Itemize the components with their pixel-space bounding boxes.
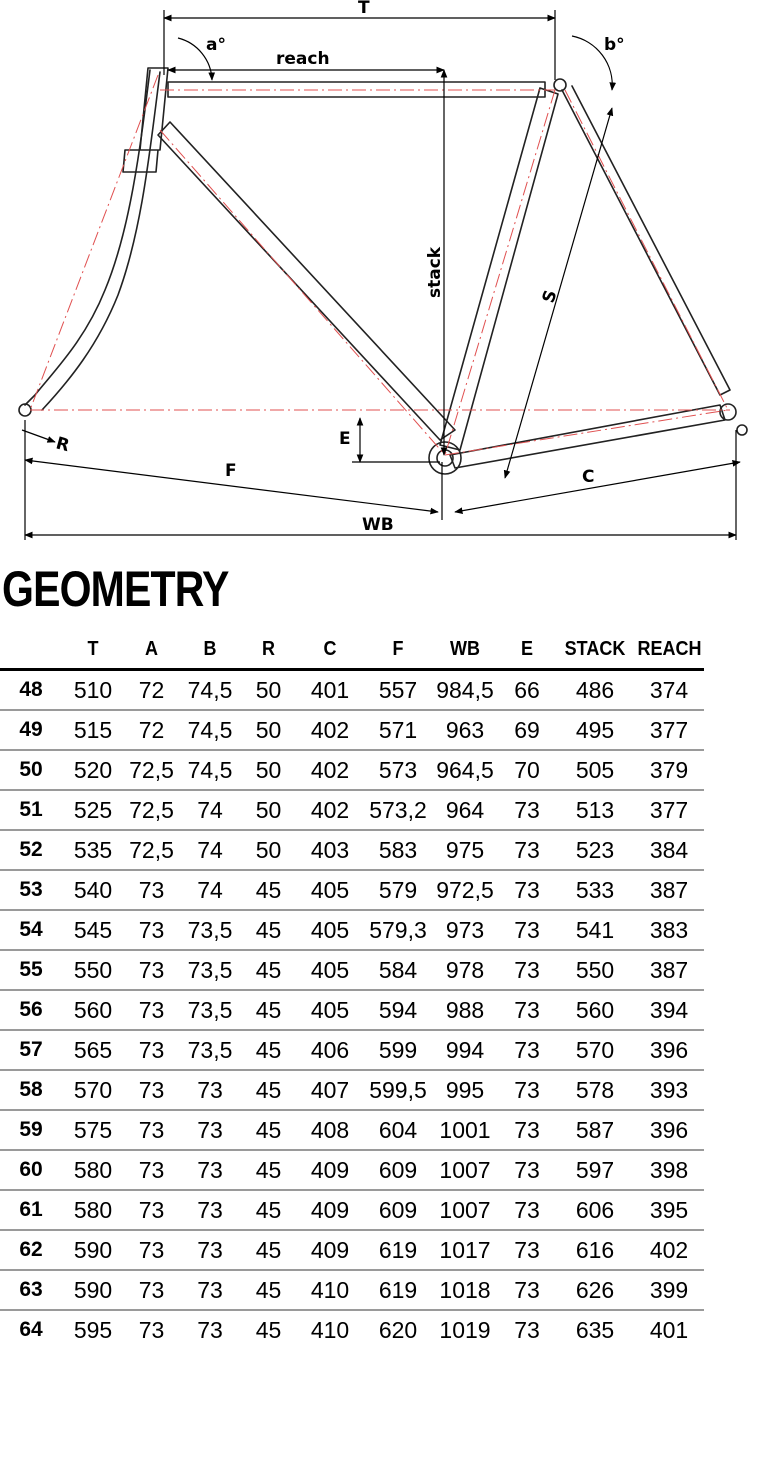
table-cell: 560 [556,990,634,1030]
table-cell: 393 [634,1070,704,1110]
table-cell: 394 [634,990,704,1030]
table-cell: 401 [296,670,364,711]
table-cell: 550 [556,950,634,990]
table-cell: 45 [241,1030,296,1070]
column-header: A [127,630,177,670]
table-cell: 374 [634,670,704,711]
seat-tube [440,88,558,450]
chain-stays [450,405,725,468]
frame-size-cell: 58 [0,1070,62,1110]
table-cell: 72,5 [124,790,179,830]
column-header: F [367,630,428,670]
table-cell: 396 [634,1030,704,1070]
table-cell: 45 [241,1190,296,1230]
frame-size-cell: 59 [0,1110,62,1150]
table-cell: 409 [296,1150,364,1190]
page-title: GEOMETRY [2,561,229,617]
table-cell: 580 [62,1190,124,1230]
table-cell: 73 [514,1316,540,1343]
table-row [0,870,704,910]
table-cell: 402 [634,1230,704,1270]
table-cell: 1001 [432,1110,498,1150]
table-cell: 73 [498,910,556,950]
table-header-row [0,630,704,670]
table-cell: 73 [498,1230,556,1270]
frame-size-cell: 50 [0,750,62,790]
table-cell: 73 [124,950,179,990]
seat-clamp [554,79,566,91]
table-row [0,1070,704,1110]
table-cell: 620 [378,1316,418,1343]
table-cell: 45 [241,1230,296,1270]
column-header: R [244,630,294,670]
table-cell: 609 [364,1190,432,1230]
column-header [3,630,59,670]
table-cell: 73 [179,1110,241,1150]
table-cell: 402 [296,750,364,790]
frame-size-cell: 56 [0,990,62,1030]
table-row [0,1110,704,1150]
table-cell: 973 [432,910,498,950]
table-cell: 73,5 [179,990,241,1030]
label-R: R [53,433,72,457]
table-cell: 45 [241,1150,296,1190]
table-cell: 565 [62,1030,124,1070]
table-cell: 410 [310,1316,350,1343]
table-cell: 73,5 [179,1030,241,1070]
table-cell: 73 [498,1070,556,1110]
table-cell: 74 [179,830,241,870]
table-cell: 405 [296,870,364,910]
table-cell: 69 [498,710,556,750]
table-cell: 540 [62,870,124,910]
table-cell: 73 [179,1190,241,1230]
table-cell: 73 [498,870,556,910]
table-cell: 978 [432,950,498,990]
table-cell: 573 [364,750,432,790]
table-cell: 583 [364,830,432,870]
table-row [0,1030,704,1070]
table-cell: 45 [241,910,296,950]
table-cell: 570 [62,1070,124,1110]
table-cell: 74,5 [179,710,241,750]
table-cell: 50 [241,710,296,750]
table-cell: 405 [296,990,364,1030]
table-cell: 579 [364,870,432,910]
table-row [0,830,704,870]
derailleur-hanger [737,425,747,435]
table-cell: 616 [556,1230,634,1270]
table-cell: 50 [241,830,296,870]
table-row [0,710,704,750]
table-cell: 964 [432,790,498,830]
table-cell: 73 [124,1270,179,1310]
table-cell: 73 [138,1316,165,1343]
table-cell: 72 [124,710,179,750]
table-cell: 590 [62,1270,124,1310]
table-cell: 984,5 [432,670,498,711]
table-cell: 72,5 [124,750,179,790]
frame-size-cell: 60 [0,1150,62,1190]
table-row [0,1190,704,1230]
table-cell: 525 [62,790,124,830]
down-tube [158,122,455,440]
frame-size-cell: 61 [0,1190,62,1230]
table-cell: 73 [124,870,179,910]
table-cell: 45 [241,950,296,990]
table-cell: 402 [296,790,364,830]
table-cell: 409 [296,1190,364,1230]
table-cell: 1018 [432,1270,498,1310]
table-cell: 73 [197,1316,223,1343]
table-cell: 73 [498,1110,556,1150]
table-cell: 45 [241,870,296,910]
table-cell: 73 [498,1030,556,1070]
table-cell: 73 [498,990,556,1030]
table-cell: 557 [364,670,432,711]
table-cell: 599,5 [364,1070,432,1110]
seat-stays [562,86,730,395]
table-cell: 398 [634,1150,704,1190]
table-cell: 1019 [439,1316,491,1343]
table-cell: 73 [498,1150,556,1190]
table-cell: 377 [634,710,704,750]
label-stack: stack [425,246,445,298]
front-dropout [19,404,31,416]
table-cell: 402 [296,710,364,750]
table-cell: 495 [556,710,634,750]
table-cell: 580 [62,1150,124,1190]
table-cell: 45 [241,1110,296,1150]
column-header: B [182,630,238,670]
table-cell: 515 [62,710,124,750]
table-cell: 486 [556,670,634,711]
table-cell: 384 [634,830,704,870]
label-S: S [538,287,562,306]
table-cell: 73 [498,950,556,990]
table-cell: 45 [255,1316,282,1343]
table-cell: 584 [364,950,432,990]
table-cell: 1007 [432,1190,498,1230]
table-row [0,1310,704,1349]
label-b-angle: b° [604,35,625,55]
table-cell: 399 [634,1270,704,1310]
table-cell: 575 [62,1110,124,1150]
table-cell: 513 [556,790,634,830]
table-cell: 560 [62,990,124,1030]
table-cell: 523 [556,830,634,870]
table-cell: 72 [124,670,179,711]
table-cell: 73,5 [179,950,241,990]
table-row [0,750,704,790]
table-cell: 604 [364,1110,432,1150]
table-cell: 73 [179,1230,241,1270]
table-row [0,670,704,711]
frame-size-cell: 51 [0,790,62,830]
frame-size-cell: 57 [0,1030,62,1070]
table-cell: 407 [296,1070,364,1110]
table-cell: 45 [241,990,296,1030]
table-cell: 73 [124,1230,179,1270]
table-cell: 70 [498,750,556,790]
table-cell: 45 [241,1270,296,1310]
centerlines [30,75,730,455]
table-cell: 587 [556,1110,634,1150]
table-cell: 609 [364,1150,432,1190]
table-cell: 408 [296,1110,364,1150]
table-cell: 520 [62,750,124,790]
table-row [0,1230,704,1270]
table-cell: 73 [124,990,179,1030]
bike-frame [19,68,747,474]
column-header: C [299,630,360,670]
table-cell: 597 [556,1150,634,1190]
table-cell: 74,5 [179,670,241,711]
table-cell: 533 [556,870,634,910]
table-row [0,790,704,830]
table-cell: 590 [62,1230,124,1270]
frame-size-cell: 55 [0,950,62,990]
geometry-table [0,630,704,1349]
column-header: T [65,630,121,670]
frame-size-cell: 53 [0,870,62,910]
table-cell: 387 [634,870,704,910]
table-cell: 972,5 [432,870,498,910]
table-cell: 571 [364,710,432,750]
table-cell: 74,5 [179,750,241,790]
table-cell: 66 [498,670,556,711]
table-cell: 541 [556,910,634,950]
table-cell: 594 [364,990,432,1030]
table-cell: 994 [432,1030,498,1070]
table-cell: 73 [124,1070,179,1110]
table-cell: 383 [634,910,704,950]
table-cell: 535 [62,830,124,870]
label-T: T [358,0,370,18]
frame-size-cell: 49 [0,710,62,750]
table-cell: 595 [73,1316,113,1343]
table-cell: 73 [124,1190,179,1230]
table-cell: 379 [634,750,704,790]
table-cell: 975 [432,830,498,870]
table-cell: 73 [124,910,179,950]
table-cell: 964,5 [432,750,498,790]
table-cell: 619 [364,1270,432,1310]
table-row [0,1150,704,1190]
table-cell: 73 [498,830,556,870]
table-cell: 396 [634,1110,704,1150]
table-cell: 606 [556,1190,634,1230]
table-cell: 73 [179,1150,241,1190]
head-tube [123,68,168,172]
table-cell: 988 [432,990,498,1030]
table-cell: 550 [62,950,124,990]
column-header: STACK [560,630,630,670]
table-cell: 405 [296,950,364,990]
label-a-angle: a° [206,35,226,55]
table-row [0,990,704,1030]
table-cell: 626 [556,1270,634,1310]
label-F: F [225,461,237,481]
column-header: WB [435,630,494,670]
table-cell: 73 [179,1270,241,1310]
table-cell: 74 [179,870,241,910]
label-WB: WB [362,515,394,535]
column-header: E [501,630,553,670]
table-cell: 579,3 [364,910,432,950]
table-cell: 72,5 [124,830,179,870]
table-cell: 619 [364,1230,432,1270]
table-row [0,950,704,990]
table-cell: 635 [575,1316,615,1343]
table-cell: 570 [556,1030,634,1070]
table-cell: 45 [241,1070,296,1110]
frame-geometry-diagram [0,0,764,545]
table-cell: 50 [241,750,296,790]
table-cell: 73 [179,1070,241,1110]
table-cell: 73 [124,1110,179,1150]
table-cell: 395 [634,1190,704,1230]
table-cell: 409 [296,1230,364,1270]
frame-size-cell: 64 [19,1318,43,1341]
table-cell: 995 [432,1070,498,1110]
fork [25,70,160,410]
table-cell: 73 [498,1190,556,1230]
label-reach: reach [276,49,330,69]
table-cell: 387 [634,950,704,990]
table-cell: 505 [556,750,634,790]
table-cell: 406 [296,1030,364,1070]
table-cell: 50 [241,790,296,830]
table-cell: 573,2 [364,790,432,830]
label-E: E [339,429,351,449]
table-cell: 1017 [432,1230,498,1270]
table-cell: 510 [62,670,124,711]
table-cell: 403 [296,830,364,870]
frame-size-cell: 62 [0,1230,62,1270]
table-cell: 73 [498,790,556,830]
table-cell: 401 [649,1316,689,1343]
table-cell: 377 [634,790,704,830]
table-cell: 1007 [432,1150,498,1190]
table-cell: 963 [432,710,498,750]
frame-size-cell: 48 [0,670,62,711]
table-cell: 545 [62,910,124,950]
table-cell: 410 [296,1270,364,1310]
table-cell: 50 [241,670,296,711]
frame-size-cell: 52 [0,830,62,870]
frame-size-cell: 54 [0,910,62,950]
table-cell: 578 [556,1070,634,1110]
table-row [0,1270,704,1310]
table-row [0,910,704,950]
table-cell: 73 [498,1270,556,1310]
table-cell: 74 [179,790,241,830]
column-header: REACH [638,630,701,670]
table-cell: 73 [124,1150,179,1190]
table-cell: 73 [124,1030,179,1070]
frame-size-cell: 63 [0,1270,62,1310]
table-cell: 599 [364,1030,432,1070]
label-C: C [582,467,595,487]
table-cell: 405 [296,910,364,950]
table-cell: 73,5 [179,910,241,950]
